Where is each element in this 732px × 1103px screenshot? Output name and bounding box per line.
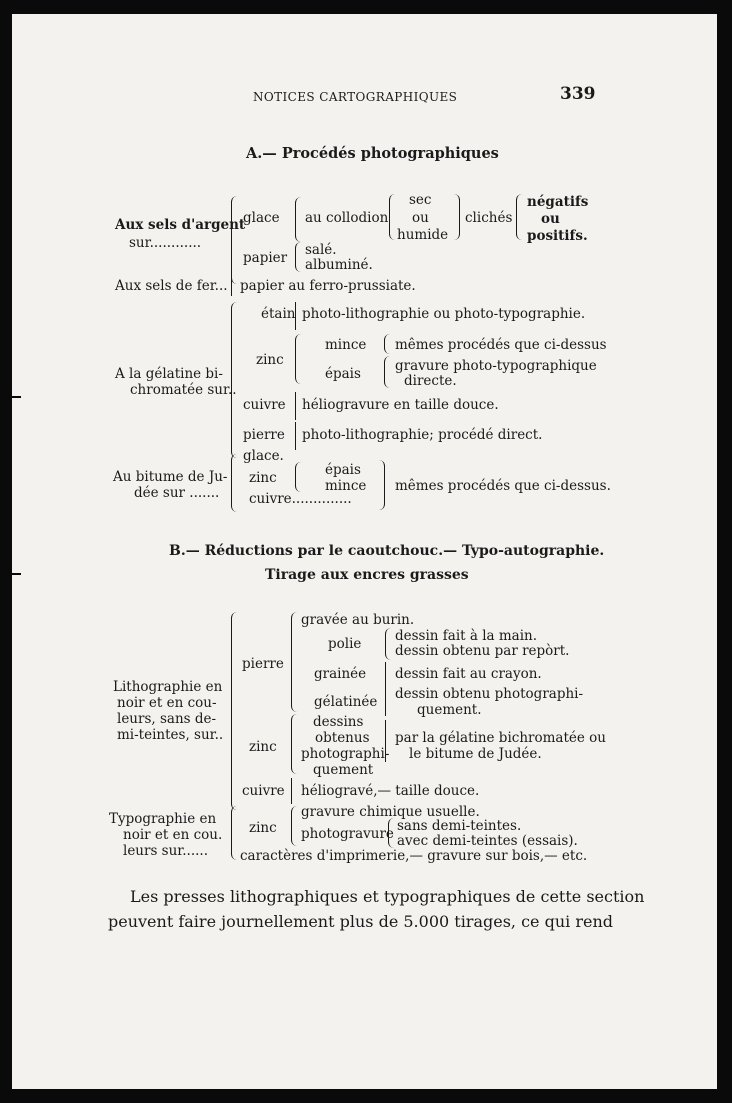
caracteres-value: caractères d'imprimerie,— gravure sur bois,— etc. — [240, 848, 588, 864]
epais-value-2: directe. — [404, 373, 457, 389]
section-b-title: B.— Réductions par le caoutchouc.— Typo-autographie. — [169, 543, 605, 559]
dessins-label: quement — [313, 762, 374, 778]
etain-value: photo-lithographie ou photo-typographie. — [302, 306, 586, 322]
page-number: 339 — [560, 84, 596, 104]
sels-argent-label: Aux sels d'argent — [115, 217, 246, 233]
margin-mark — [12, 396, 21, 398]
bitume-value: mêmes procédés que ci-dessus. — [395, 478, 611, 494]
zinc-value-2: le bitume de Judée. — [409, 746, 542, 762]
gelatinee-value-2: quement. — [417, 702, 482, 718]
epais-label: épais — [325, 462, 361, 478]
cuivre-label: cuivre — [242, 783, 285, 799]
brace — [231, 454, 237, 512]
zinc-label: zinc — [249, 820, 277, 836]
typo-label: Typographie en — [109, 811, 217, 827]
sels-fer-label: Aux sels de fer... — [115, 278, 228, 294]
brace — [384, 334, 390, 354]
sels-argent-label-cont: sur............ — [129, 235, 202, 251]
positifs-label: positifs. — [527, 228, 588, 244]
humide-label: humide — [397, 227, 449, 243]
dessins-label: obtenus — [315, 730, 370, 746]
mince-label: mince — [325, 478, 367, 494]
divider — [295, 302, 296, 330]
etain-label: étain — [261, 306, 296, 322]
pierre-label: pierre — [243, 427, 285, 443]
photogravure-label: photogravure — [301, 826, 394, 842]
body-line-1: Les presses lithographiques et typographiques de cette section — [130, 887, 645, 906]
sels-fer-value: papier au ferro-prussiate. — [240, 278, 416, 294]
brace — [295, 462, 301, 492]
glace-label: glace — [243, 210, 280, 226]
brace — [454, 194, 460, 240]
brace — [291, 612, 297, 712]
papier-label: papier — [243, 250, 288, 266]
sale-label: salé. — [305, 242, 337, 258]
collodion-label: au collodion — [305, 210, 389, 226]
zinc-value-1: par la gélatine bichromatée ou — [395, 730, 606, 746]
brace — [379, 460, 385, 510]
gelatine-label: A la gélatine bi- — [115, 366, 223, 382]
ou-label: ou — [412, 210, 429, 226]
divider — [295, 422, 296, 450]
avec-demi-teintes: avec demi-teintes (essais). — [397, 833, 578, 849]
bitume-label: Au bitume de Ju- — [113, 469, 228, 485]
negatifs-label: négatifs — [527, 194, 589, 210]
divider — [385, 684, 386, 716]
cuivre-label: cuivre — [243, 397, 286, 413]
typo-label-cont: noir et en cou. — [123, 827, 223, 843]
brace — [291, 714, 297, 774]
brace — [231, 196, 237, 284]
brace — [291, 806, 297, 846]
zinc-label: zinc — [249, 739, 277, 755]
cuivre-value: héliogravure en taille douce. — [302, 397, 499, 413]
grainee-value: dessin fait au crayon. — [395, 666, 542, 682]
typo-label-cont: leurs sur...... — [123, 843, 209, 859]
pierre-value: photo-lithographie; procédé direct. — [302, 427, 543, 443]
gelatinee-value-1: dessin obtenu photographi- — [395, 686, 584, 702]
brace — [295, 334, 301, 384]
gelatinee-label: gélatinée — [314, 694, 378, 710]
brace — [295, 242, 301, 272]
divider — [295, 392, 296, 420]
epais-value-1: gravure photo-typographique — [395, 358, 597, 374]
zinc-label: zinc — [256, 352, 284, 368]
running-title: NOTICES CARTOGRAPHIQUES — [253, 90, 458, 104]
brace — [388, 818, 394, 848]
divider — [385, 662, 386, 686]
litho-label: Lithographie en — [113, 679, 223, 695]
zinc-label: zinc — [249, 470, 277, 486]
epais-label: épais — [325, 366, 361, 382]
bitume-label-cont: dée sur ....... — [134, 485, 220, 501]
gelatine-label-cont: chromatée sur.. — [130, 382, 237, 398]
brace — [516, 194, 522, 240]
cuivre-label: cuivre.............. — [249, 491, 352, 507]
section-a-title: A.— Procédés photographiques — [246, 145, 499, 162]
divider — [385, 720, 386, 762]
ou-label: ou — [541, 211, 560, 227]
grainee-label: grainée — [314, 666, 367, 682]
brace — [295, 197, 301, 242]
pierre-label: pierre — [242, 656, 284, 672]
gravee-label: gravée au burin. — [301, 612, 415, 628]
brace — [385, 628, 391, 660]
mince-label: mince — [325, 337, 367, 353]
margin-mark — [12, 573, 21, 575]
polie-label: polie — [328, 636, 362, 652]
dessins-label: dessins — [313, 714, 364, 730]
sans-demi-teintes: sans demi-teintes. — [397, 818, 522, 834]
litho-label-cont: mi-teintes, sur.. — [117, 727, 224, 743]
brace — [231, 612, 237, 810]
cliches-label: clichés — [465, 210, 513, 226]
divider — [231, 276, 232, 296]
dessins-label: photographi- — [301, 746, 390, 762]
gravure-chimique: gravure chimique usuelle. — [301, 804, 480, 820]
brace — [231, 302, 237, 458]
body-line-2: peuvent faire journellement plus de 5.000 tirages, ce qui rend — [108, 912, 614, 931]
glace-label: glace. — [243, 448, 284, 464]
litho-label-cont: leurs, sans de- — [117, 711, 217, 727]
section-b-subtitle: Tirage aux encres grasses — [265, 567, 469, 583]
brace — [231, 806, 237, 860]
litho-label-cont: noir et en cou- — [117, 695, 217, 711]
polie-value-1: dessin fait à la main. — [395, 628, 538, 644]
mince-value: mêmes procédés que ci-dessus — [395, 337, 607, 353]
book-page — [12, 14, 717, 1089]
polie-value-2: dessin obtenu par repòrt. — [395, 643, 570, 659]
brace — [384, 356, 390, 388]
sec-label: sec — [409, 192, 432, 208]
brace — [389, 194, 395, 240]
albumine-label: albuminé. — [305, 257, 373, 273]
divider — [291, 778, 292, 804]
cuivre-value: héliogravé,— taille douce. — [301, 783, 480, 799]
